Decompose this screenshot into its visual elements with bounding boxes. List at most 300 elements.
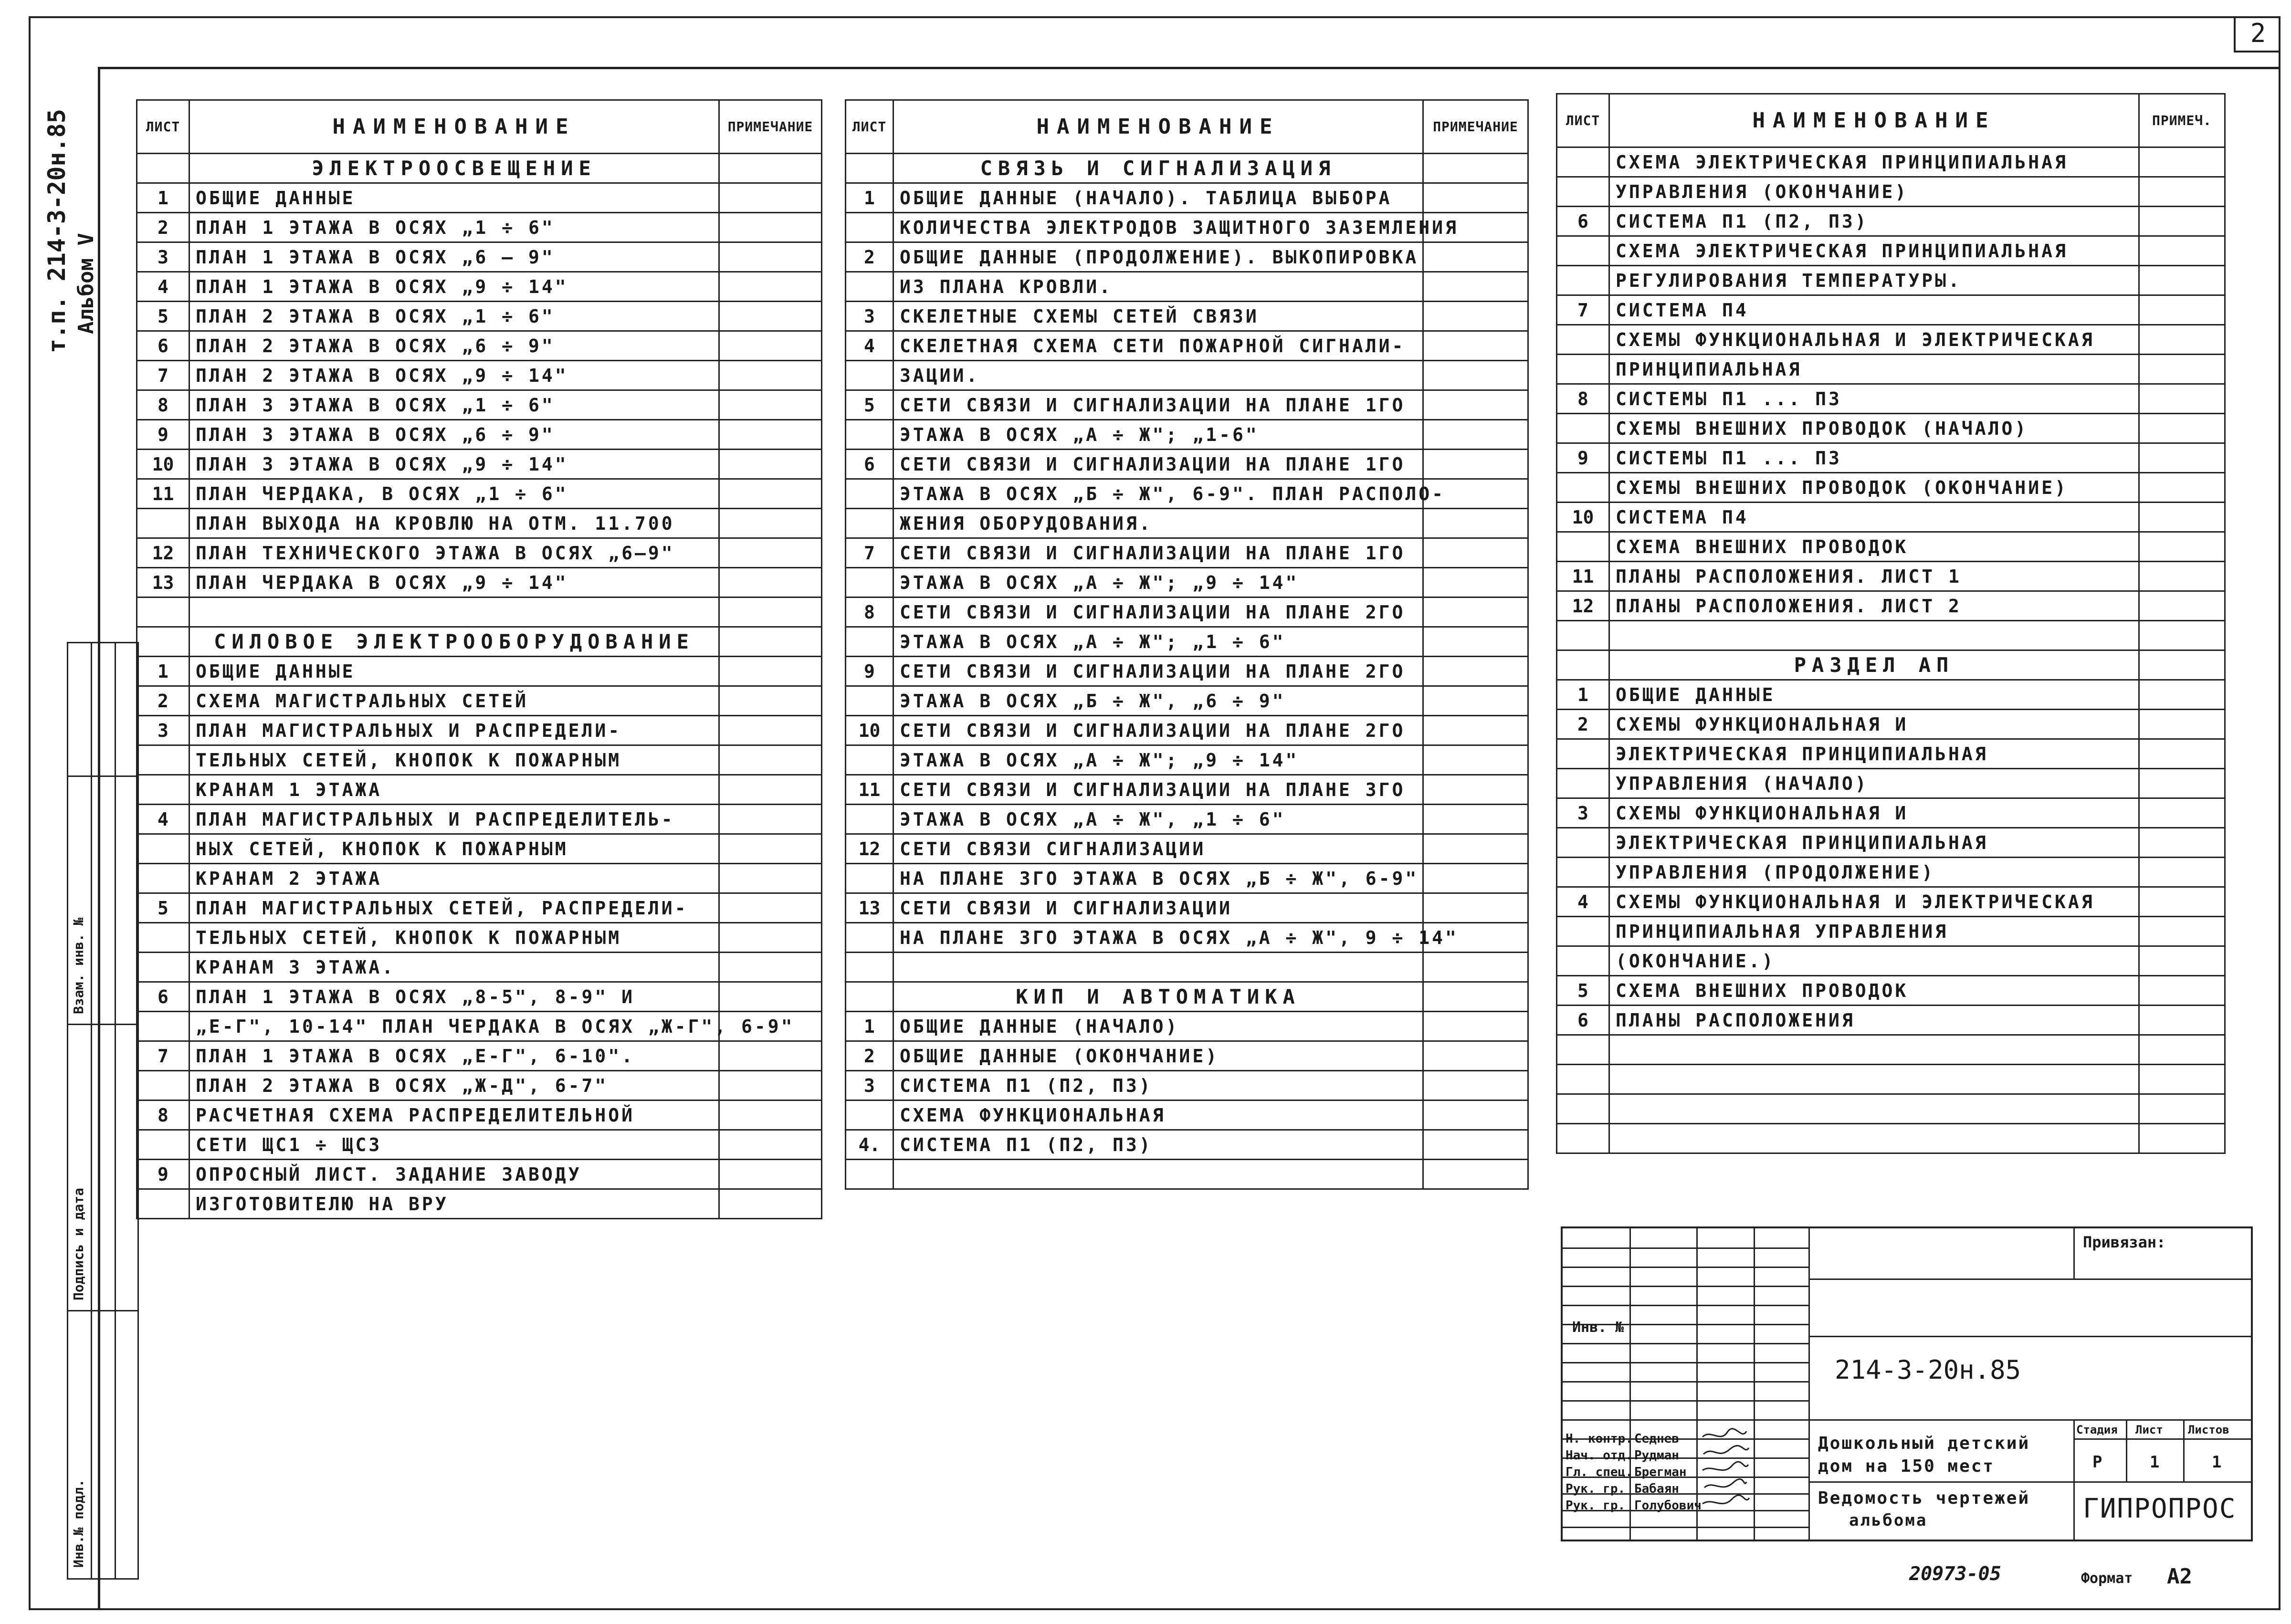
drawing-name-cell: СИСТЕМА П1 (П2, П3)	[1609, 207, 2139, 236]
sheet-number-cell	[1557, 236, 1609, 266]
sheet-number-cell	[846, 272, 893, 302]
note-cell	[2139, 798, 2225, 828]
table-row	[137, 597, 822, 627]
note-cell	[719, 953, 822, 982]
table-row	[137, 272, 822, 302]
sheet-number-cell	[137, 923, 189, 953]
table-row	[1557, 739, 2225, 769]
note-cell	[1423, 953, 1528, 982]
table-row	[1557, 769, 2225, 798]
note-cell	[719, 745, 822, 775]
drawing-name-cell: ОБЩИЕ ДАННЫЕ	[189, 657, 719, 686]
drawing-name-cell: ПЛАН 1 ЭТАЖА В ОСЯХ „1 ÷ 6"	[189, 213, 719, 242]
drawing-name-cell: „Е-Г", 10-14" ПЛАН ЧЕРДАКА В ОСЯХ „Ж-Г", 6-9"	[189, 1012, 719, 1041]
table-row	[137, 538, 822, 568]
sheet-number-cell	[137, 597, 189, 627]
note-cell	[2139, 532, 2225, 562]
table-row	[137, 1130, 822, 1160]
table-row	[1557, 591, 2225, 621]
table-row	[846, 745, 1528, 775]
drawing-name-cell: ПЛАН ТЕХНИЧЕСКОГО ЭТАЖА В ОСЯХ „6—9"	[189, 538, 719, 568]
table-row	[846, 509, 1528, 538]
table-row	[1557, 532, 2225, 562]
section-row	[1557, 650, 2225, 680]
col-header-sheet: ЛИСТ	[1557, 94, 1609, 147]
drawing-name-cell: ЭЛЕКТРИЧЕСКАЯ ПРИНЦИПИАЛЬНАЯ	[1609, 828, 2139, 858]
table-row	[1557, 710, 2225, 739]
note-cell	[719, 1130, 822, 1160]
drawing-name-cell: НА ПЛАНЕ 3ГО ЭТАЖА В ОСЯХ „А ÷ Ж", 9 ÷ 14"	[893, 923, 1423, 953]
drawing-name-cell: СХЕМЫ ФУНКЦИОНАЛЬНАЯ И	[1609, 710, 2139, 739]
note-cell	[2139, 1094, 2225, 1124]
sheet-number-cell: 3	[137, 716, 189, 745]
sheet-number-cell: 3	[137, 242, 189, 272]
table-row	[1557, 147, 2225, 177]
drawing-name-cell: СХЕМА ЭЛЕКТРИЧЕСКАЯ ПРИНЦИПИАЛЬНАЯ	[1609, 236, 2139, 266]
name-rudman: Рудман	[1634, 1448, 1679, 1463]
sheet-number-cell: 6	[1557, 207, 1609, 236]
table-row	[846, 893, 1528, 923]
sheet-number-cell: 1	[1557, 680, 1609, 710]
sheet-label: Лист	[2135, 1423, 2163, 1436]
table-row	[846, 242, 1528, 272]
drawing-name-cell: ПРИНЦИПИАЛЬНАЯ	[1609, 355, 2139, 384]
note-cell	[1423, 597, 1528, 627]
sheet-number-cell	[846, 154, 893, 183]
binding-strip	[67, 642, 138, 1580]
note-cell	[719, 834, 822, 864]
sheet-number-cell: 7	[137, 361, 189, 390]
drawing-name-cell: ЭТАЖА В ОСЯХ „А ÷ Ж", „1 ÷ 6"	[893, 805, 1423, 834]
note-cell	[2139, 739, 2225, 769]
note-cell	[1423, 183, 1528, 213]
drawing-name-cell: УПРАВЛЕНИЯ (ОКОНЧАНИЕ)	[1609, 177, 2139, 207]
drawing-name-cell: ТЕЛЬНЫХ СЕТЕЙ, КНОПОК К ПОЖАРНЫМ	[189, 923, 719, 953]
drawing-name-cell: ПЛАН ЧЕРДАКА, В ОСЯХ „1 ÷ 6"	[189, 479, 719, 509]
note-cell	[719, 716, 822, 745]
sheet-number-cell	[137, 1012, 189, 1041]
sheet-number-cell	[846, 982, 893, 1012]
drawing-name-cell	[1609, 1124, 2139, 1153]
drawing-name-cell: (ОКОНЧАНИЕ.)	[1609, 946, 2139, 976]
table-row	[846, 568, 1528, 597]
drawing-name-cell: СХЕМА ФУНКЦИОНАЛЬНАЯ	[893, 1100, 1423, 1130]
note-cell	[1423, 272, 1528, 302]
note-cell	[719, 154, 822, 183]
note-cell	[1423, 657, 1528, 686]
table-row	[846, 390, 1528, 420]
drawing-name-cell	[189, 597, 719, 627]
table-row	[1557, 177, 2225, 207]
sheet-number-cell	[1557, 739, 1609, 769]
name-bregman: Брегман	[1634, 1465, 1687, 1479]
note-cell	[719, 420, 822, 450]
sheet-number-cell: 9	[1557, 443, 1609, 473]
sheet-number-cell: 10	[1557, 503, 1609, 532]
table-row	[846, 1041, 1528, 1071]
table-row	[137, 893, 822, 923]
note-cell	[2139, 680, 2225, 710]
sheet-number-cell: 11	[1557, 562, 1609, 591]
drawing-name-cell: РАСЧЕТНАЯ СХЕМА РАСПРЕДЕЛИТЕЛЬНОЙ	[189, 1100, 719, 1130]
table-row	[846, 1012, 1528, 1041]
sheet-number-cell	[1557, 917, 1609, 946]
sheet-number-cell: 5	[137, 893, 189, 923]
sheet-number-cell	[846, 1160, 893, 1189]
table-row	[846, 923, 1528, 953]
table-row	[137, 390, 822, 420]
note-cell	[2139, 384, 2225, 414]
role-norm-control: Н. контр.	[1566, 1432, 1633, 1446]
table-row	[1557, 917, 2225, 946]
note-cell	[719, 538, 822, 568]
sheet-number-cell: 5	[137, 302, 189, 331]
note-cell	[2139, 917, 2225, 946]
note-cell	[1423, 834, 1528, 864]
note-cell	[1423, 893, 1528, 923]
sheet-number-cell: 3	[1557, 798, 1609, 828]
note-cell	[1423, 1012, 1528, 1041]
note-cell	[1423, 450, 1528, 479]
table-row	[1557, 266, 2225, 295]
table-row	[846, 450, 1528, 479]
table-row	[1557, 680, 2225, 710]
drawing-name-cell: СИСТЕМЫ П1 ... П3	[1609, 384, 2139, 414]
table-row	[846, 775, 1528, 805]
sheet-number-cell	[846, 745, 893, 775]
note-cell	[1423, 568, 1528, 597]
drawing-name-cell: ПЛАН 1 ЭТАЖА В ОСЯХ „8-5", 8-9" И	[189, 982, 719, 1012]
drawing-name-cell: ПЛАН 3 ЭТАЖА В ОСЯХ „6 ÷ 9"	[189, 420, 719, 450]
note-cell	[2139, 946, 2225, 976]
note-cell	[719, 479, 822, 509]
drawing-name-cell	[1609, 621, 2139, 650]
sheet-number-cell: 5	[1557, 976, 1609, 1006]
table-row	[137, 509, 822, 538]
sheet-number-cell	[846, 509, 893, 538]
object-title-line-2: дом на 150 мест	[1818, 1456, 1995, 1476]
table-row	[137, 923, 822, 953]
note-cell	[2139, 325, 2225, 355]
drawing-name-cell: НА ПЛАНЕ 3ГО ЭТАЖА В ОСЯХ „Б ÷ Ж", 6-9"	[893, 864, 1423, 893]
drawing-name-cell: УПРАВЛЕНИЯ (НАЧАЛО)	[1609, 769, 2139, 798]
section-title-cell: СИЛОВОЕ ЭЛЕКТРООБОРУДОВАНИЕ	[189, 627, 719, 657]
table-row	[1557, 1006, 2225, 1035]
signatures	[1699, 1426, 1751, 1512]
role-group-lead-2: Рук. гр.	[1566, 1498, 1626, 1513]
table-row	[137, 1100, 822, 1130]
section-row	[846, 154, 1528, 183]
sheet-number-cell	[137, 1189, 189, 1219]
table-row	[1557, 384, 2225, 414]
sheet-number-cell	[846, 864, 893, 893]
sheet-number-cell	[1557, 650, 1609, 680]
table-row	[846, 538, 1528, 568]
note-cell	[2139, 147, 2225, 177]
note-cell	[719, 775, 822, 805]
drawing-name-cell: СЕТИ СВЯЗИ И СИГНАЛИЗАЦИИ НА ПЛАНЕ 2ГО	[893, 597, 1423, 627]
sheet-number-cell	[1557, 177, 1609, 207]
drawing-name-cell: ПЛАН 2 ЭТАЖА В ОСЯХ „1 ÷ 6"	[189, 302, 719, 331]
name-babayan: Бабаян	[1634, 1482, 1679, 1496]
sheet-number-cell	[1557, 1035, 1609, 1065]
table-row	[846, 686, 1528, 716]
role-dept-head: Нач. отд.	[1566, 1448, 1633, 1463]
drawing-name-cell: СИСТЕМЫ П1 ... П3	[1609, 443, 2139, 473]
name-golubovich: Голубович	[1634, 1498, 1702, 1513]
drawing-name-cell: ОБЩИЕ ДАННЫЕ (ОКОНЧАНИЕ)	[893, 1041, 1423, 1071]
drawing-name-cell: ПЛАНЫ РАСПОЛОЖЕНИЯ	[1609, 1006, 2139, 1035]
replacement-inv-label: Взам. инв. №	[71, 917, 86, 1014]
sheet-number-cell: 1	[137, 183, 189, 213]
sheet-number-cell: 10	[137, 450, 189, 479]
note-cell	[1423, 864, 1528, 893]
note-cell	[719, 1071, 822, 1100]
sheet-number-cell	[1557, 769, 1609, 798]
table-row	[1557, 414, 2225, 443]
table-row	[846, 361, 1528, 390]
section-title-cell: КИП И АВТОМАТИКА	[893, 982, 1423, 1012]
note-cell	[719, 242, 822, 272]
sheet-number-cell	[846, 420, 893, 450]
sheet-number-cell: 11	[137, 479, 189, 509]
sheet-number-cell	[1557, 828, 1609, 858]
note-cell	[719, 686, 822, 716]
col-header-note: ПРИМЕЧАНИЕ	[719, 100, 822, 154]
sheet-number-cell: 6	[1557, 1006, 1609, 1035]
table-row	[137, 834, 822, 864]
section-row	[846, 982, 1528, 1012]
note-cell	[2139, 591, 2225, 621]
table-row	[137, 686, 822, 716]
sheet-number-cell: 12	[137, 538, 189, 568]
table-row	[137, 568, 822, 597]
drawing-name-cell: ОПРОСНЫЙ ЛИСТ. ЗАДАНИЕ ЗАВОДУ	[189, 1160, 719, 1189]
sheet-number-cell: 4.	[846, 1130, 893, 1160]
name-sednev: Седнев	[1634, 1432, 1679, 1446]
note-cell	[1423, 1041, 1528, 1071]
object-title-line-1: Дошкольный детский	[1818, 1434, 2030, 1453]
note-cell	[719, 923, 822, 953]
drawing-name-cell: УПРАВЛЕНИЯ (ПРОДОЛЖЕНИЕ)	[1609, 858, 2139, 887]
table-row	[1557, 858, 2225, 887]
drawing-name-cell: ПЛАН МАГИСТРАЛЬНЫХ И РАСПРЕДЕЛИ-	[189, 716, 719, 745]
drawing-name-cell: ПЛАН МАГИСТРАЛЬНЫХ И РАСПРЕДЕЛИТЕЛЬ-	[189, 805, 719, 834]
drawing-name-cell: ПРИНЦИПИАЛЬНАЯ УПРАВЛЕНИЯ	[1609, 917, 2139, 946]
drawing-name-cell: СЕТИ ЩС1 ÷ ЩС3	[189, 1130, 719, 1160]
drawing-name-cell: ИЗГОТОВИТЕЛЮ НА ВРУ	[189, 1189, 719, 1219]
sheet-title-line-1: Ведомость чертежей	[1818, 1488, 2030, 1508]
sheet-number-cell: 4	[137, 272, 189, 302]
table-row	[846, 183, 1528, 213]
table-row	[1557, 1065, 2225, 1094]
sheet-number-cell	[137, 627, 189, 657]
note-cell	[1423, 420, 1528, 450]
note-cell	[719, 450, 822, 479]
sheet-number-cell	[1557, 414, 1609, 443]
table-row	[1557, 325, 2225, 355]
sheet-number-cell	[137, 509, 189, 538]
drawing-name-cell: ПЛАН ЧЕРДАКА В ОСЯХ „9 ÷ 14"	[189, 568, 719, 597]
drawing-name-cell: КРАНАМ 1 ЭТАЖА	[189, 775, 719, 805]
note-cell	[2139, 1065, 2225, 1094]
drawing-name-cell: СИСТЕМА П4	[1609, 503, 2139, 532]
note-cell	[1423, 686, 1528, 716]
stage-value: Р	[2092, 1453, 2102, 1472]
sheet-number-cell	[137, 864, 189, 893]
drawing-name-cell: ПЛАН МАГИСТРАЛЬНЫХ СЕТЕЙ, РАСПРЕДЕЛИ-	[189, 893, 719, 923]
drawing-name-cell: ЭТАЖА В ОСЯХ „А ÷ Ж"; „1-6"	[893, 420, 1423, 450]
sheet-number-cell: 7	[846, 538, 893, 568]
drawing-name-cell: СИСТЕМА П4	[1609, 295, 2139, 325]
table-row	[137, 331, 822, 361]
note-cell	[2139, 355, 2225, 384]
table-row	[846, 1071, 1528, 1100]
note-cell	[2139, 414, 2225, 443]
table-row	[846, 302, 1528, 331]
format-label: Формат	[2081, 1570, 2133, 1587]
table-row	[1557, 443, 2225, 473]
drawing-name-cell: РЕГУЛИРОВАНИЯ ТЕМПЕРАТУРЫ.	[1609, 266, 2139, 295]
table-row	[1557, 355, 2225, 384]
sheet-number-cell	[137, 775, 189, 805]
drawing-name-cell: ЭТАЖА В ОСЯХ „Б ÷ Ж", 6-9". ПЛАН РАСПОЛО-	[893, 479, 1423, 509]
sheet-number-cell	[846, 479, 893, 509]
table-row	[137, 183, 822, 213]
note-cell	[1423, 627, 1528, 657]
sheet-number-cell: 8	[846, 597, 893, 627]
page-number: 2	[2234, 16, 2280, 52]
table-row	[846, 627, 1528, 657]
drawing-name-cell: КОЛИЧЕСТВА ЭЛЕКТРОДОВ ЗАЩИТНОГО ЗАЗЕМЛЕНИЯ	[893, 213, 1423, 242]
table-row	[137, 1071, 822, 1100]
note-cell	[1423, 154, 1528, 183]
note-cell	[719, 331, 822, 361]
drawing-name-cell: ТЕЛЬНЫХ СЕТЕЙ, КНОПОК К ПОЖАРНЫМ	[189, 745, 719, 775]
note-cell	[719, 183, 822, 213]
note-cell	[719, 597, 822, 627]
drawing-name-cell: СЕТИ СВЯЗИ И СИГНАЛИЗАЦИИ НА ПЛАНЕ 1ГО	[893, 450, 1423, 479]
note-cell	[1423, 331, 1528, 361]
drawing-name-cell: КРАНАМ 2 ЭТАЖА	[189, 864, 719, 893]
drawing-name-cell: ОБЩИЕ ДАННЫЕ (НАЧАЛО). ТАБЛИЦА ВЫБОРА	[893, 183, 1423, 213]
note-cell	[719, 893, 822, 923]
sheet-number-cell: 2	[137, 213, 189, 242]
col-header-note: ПРИМЕЧ.	[2139, 94, 2225, 147]
note-cell	[719, 1160, 822, 1189]
note-cell	[719, 805, 822, 834]
table-row	[137, 982, 822, 1012]
sheet-number-cell	[846, 805, 893, 834]
note-cell	[2139, 207, 2225, 236]
sheet-number-cell: 2	[1557, 710, 1609, 739]
drawing-name-cell	[893, 1160, 1423, 1189]
table-row	[137, 302, 822, 331]
sheet-number-cell: 8	[1557, 384, 1609, 414]
table-row	[1557, 946, 2225, 976]
sheet-number-cell	[846, 686, 893, 716]
sheet-number-cell: 1	[846, 1012, 893, 1041]
drawing-list-table-3	[1556, 93, 2226, 1154]
sheet-number-cell	[1557, 266, 1609, 295]
table-row	[1557, 1124, 2225, 1153]
drawing-name-cell	[1609, 1094, 2139, 1124]
album-label-vertical: Альбом V	[74, 233, 98, 334]
drawing-name-cell: ЭТАЖА В ОСЯХ „А ÷ Ж"; „1 ÷ 6"	[893, 627, 1423, 657]
sheet-number-cell	[1557, 473, 1609, 503]
note-cell	[2139, 650, 2225, 680]
drawing-list-table-1	[136, 99, 822, 1219]
note-cell	[1423, 1100, 1528, 1130]
sheet-number-cell: 9	[846, 657, 893, 686]
table-row	[137, 420, 822, 450]
table-row	[137, 361, 822, 390]
table-row	[846, 1100, 1528, 1130]
drawing-name-cell: ПЛАН 2 ЭТАЖА В ОСЯХ „9 ÷ 14"	[189, 361, 719, 390]
table-row	[137, 1041, 822, 1071]
note-cell	[1423, 538, 1528, 568]
sheet-number-cell: 6	[846, 450, 893, 479]
sheet-number-cell: 8	[137, 1100, 189, 1130]
drawing-name-cell: СЕТИ СВЯЗИ И СИГНАЛИЗАЦИИ НА ПЛАНЕ 1ГО	[893, 538, 1423, 568]
table-row	[1557, 621, 2225, 650]
note-cell	[719, 1100, 822, 1130]
sheet-number-cell: 7	[1557, 295, 1609, 325]
drawing-name-cell: СЕТИ СВЯЗИ И СИГНАЛИЗАЦИИ НА ПЛАНЕ 1ГО	[893, 390, 1423, 420]
drawing-name-cell: СЕТИ СВЯЗИ И СИГНАЛИЗАЦИИ НА ПЛАНЕ 2ГО	[893, 716, 1423, 745]
note-cell	[719, 390, 822, 420]
table-row	[846, 331, 1528, 361]
note-cell	[1423, 982, 1528, 1012]
sheet-number-cell	[846, 568, 893, 597]
drawing-name-cell: ЭТАЖА В ОСЯХ „Б ÷ Ж", „6 ÷ 9"	[893, 686, 1423, 716]
note-cell	[1423, 1130, 1528, 1160]
sheet-number-cell	[1557, 1094, 1609, 1124]
note-cell	[2139, 266, 2225, 295]
table-row	[846, 272, 1528, 302]
sheet-number-cell: 11	[846, 775, 893, 805]
sheet-number-cell: 7	[137, 1041, 189, 1071]
table-row	[1557, 207, 2225, 236]
note-cell	[2139, 1006, 2225, 1035]
sheet-number-cell: 12	[846, 834, 893, 864]
note-cell	[1423, 805, 1528, 834]
table-row	[137, 716, 822, 745]
note-cell	[1423, 361, 1528, 390]
sheet-number-cell: 3	[846, 302, 893, 331]
signature-date-label: Подпись и дата	[71, 1187, 86, 1300]
table-row	[137, 775, 822, 805]
sheet-number-cell	[137, 154, 189, 183]
drawing-name-cell: ПЛАН 1 ЭТАЖА В ОСЯХ „6 — 9"	[189, 242, 719, 272]
sheet-number-cell: 4	[1557, 887, 1609, 917]
drawing-name-cell: ОБЩИЕ ДАННЫЕ	[1609, 680, 2139, 710]
col-header-name: НАИМЕНОВАНИЕ	[1609, 94, 2139, 147]
drawing-name-cell: ЭЛЕКТРИЧЕСКАЯ ПРИНЦИПИАЛЬНАЯ	[1609, 739, 2139, 769]
table-row	[1557, 236, 2225, 266]
sheet-number-cell: 2	[137, 686, 189, 716]
drawing-name-cell: СХЕМА ВНЕШНИХ ПРОВОДОК	[1609, 976, 2139, 1006]
table-row	[1557, 562, 2225, 591]
table-row	[137, 213, 822, 242]
note-cell	[2139, 177, 2225, 207]
drawing-name-cell: ПЛАНЫ РАСПОЛОЖЕНИЯ. ЛИСТ 1	[1609, 562, 2139, 591]
sheet-number-cell	[846, 627, 893, 657]
col-header-name: НАИМЕНОВАНИЕ	[189, 100, 719, 154]
document-code: 214-3-20н.85	[1835, 1355, 2021, 1385]
table-row	[137, 1160, 822, 1189]
drawing-name-cell: СХЕМА ВНЕШНИХ ПРОВОДОК	[1609, 532, 2139, 562]
